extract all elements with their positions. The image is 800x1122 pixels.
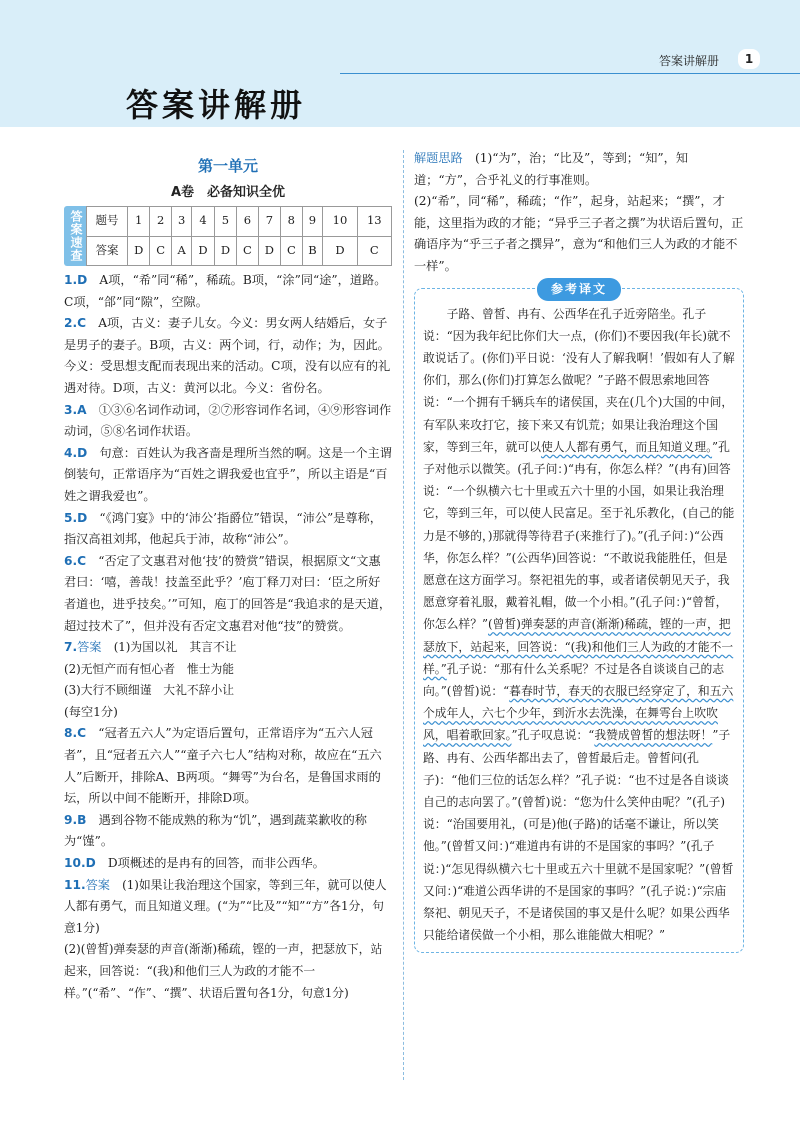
translation-segment: 子路、曾皙、冉有、公西华在孔子近旁陪坐。孔子说：“因为我年纪比你们大一点，(你们)不要因我(年长)就不敢说话了。(你们)平日说：‘没有人了解我啊！’假如有人了解你们，那么(你们)打算怎么做呢？”子路不假思索地回答说：“一个拥有千辆兵车的诸侯国，夹在(几个)大国的中间，有军队来攻打它，接下来又有饥荒；如果让我治理这个国家，等到三年，就可以	[423, 306, 735, 454]
item-text: (1)如果让我治理这个国家，等到三年，就可以使人人都有勇气，而且知道义理。(“为”“比及”“知”“方”各1分，句意1分)	[64, 877, 387, 935]
answer-item-6	[64, 551, 392, 637]
answer-item-1	[64, 270, 392, 313]
translation-underlined: 使人人都有勇气，而且知道义理。	[540, 439, 713, 454]
table-cell: C	[237, 236, 259, 266]
table-cell: C	[150, 236, 172, 266]
answer-item-11	[64, 875, 392, 1005]
answer-tag: 答案	[77, 640, 102, 655]
item-text: (2)(曾皙)弹奏瑟的声音(渐渐)稀疏，铿的一声，把瑟放下，站起来，回答说：“(我)和他们三人为政的才能不一样。”(“希”、“作”、“撰”、状语后置句各1分，句意1分)	[64, 942, 383, 1000]
item-text: “《鸿门宴》中的‘沛公’指爵位”错误，“沛公”是尊称，指汉高祖刘邦，他起兵于沛，故称“沛公”。	[64, 510, 382, 547]
translation-badge: 参考译文	[537, 278, 621, 302]
table-cell: 9	[302, 207, 323, 237]
table-row	[87, 207, 392, 237]
item-line: (每空1分)	[64, 704, 118, 719]
table-cell: 5	[214, 207, 236, 237]
answer-tag: 答案	[85, 877, 110, 892]
reference-translation-box	[414, 281, 744, 954]
item-text: 遇到谷物不能成熟的称为“饥”，遇到蔬菜歉收的称为“馑”。	[64, 812, 367, 849]
unit-title: 第一单元	[197, 157, 258, 175]
table-cell: D	[323, 236, 357, 266]
table-cell: C	[281, 236, 303, 266]
right-column	[414, 148, 744, 953]
solution-thinking	[414, 148, 744, 278]
answer-item-7	[64, 637, 392, 723]
item-number: 1.D	[64, 273, 88, 287]
item-line: (2)无恒产而有恒心者 惟士为能	[64, 661, 235, 676]
table-cell: C	[357, 236, 391, 266]
table-cell: 13	[357, 207, 391, 237]
translation-text	[423, 303, 735, 947]
translation-underlined: 暮春时节，春天的衣服已经穿定了，和五六个成年人，六七个少年，到沂水去洗澡，在舞雩台上吹吹风，唱着歌回家。	[423, 684, 734, 743]
item-text: D项概述的是冉有的回答，而非公西华。	[107, 856, 325, 871]
table-cell: D	[258, 236, 280, 266]
page-number: 1	[738, 49, 760, 69]
item-text: 句意：百姓认为我吝啬是理所当然的啊。这是一个主谓倒装句，正常语序为“百姓之谓我爱也宜乎”，所以主语是“百姓之谓我爱也”。	[64, 445, 392, 503]
table-cell: 2	[150, 207, 172, 237]
item-number: 11.	[64, 877, 86, 892]
answer-item-4	[64, 443, 392, 508]
answer-item-10	[64, 853, 392, 875]
thinking-tag: 解题思路	[414, 151, 463, 165]
item-number: 9.B	[64, 812, 87, 827]
answer-table	[86, 206, 392, 266]
thinking-text: (1)“为”，治；“比及”，等到；“知”，知道；“方”，合乎礼义的行事准则。	[414, 151, 689, 187]
item-number: 8.C	[64, 726, 87, 741]
quick-check-tag: 答案速查	[64, 206, 86, 266]
item-number: 10.D	[64, 856, 96, 871]
translation-underlined: (曾皙)弹奏瑟的声音(渐渐)稀疏，铿的一声，把瑟放下，站起来，回答说：“(我)和他们三人为政的才能不一样。”	[423, 617, 734, 676]
table-cell: 8	[281, 207, 303, 237]
answer-item-3	[64, 400, 392, 443]
table-cell: 3	[171, 207, 191, 237]
answer-item-2	[64, 313, 392, 399]
item-number: 5.D	[64, 510, 88, 525]
item-text: A项，古义：妻子儿女。今义：男女两人结婚后，女子是男子的妻子。B项，古义：两个词，行，动作；为，因此。今义：受思想支配而表现出来的活动。C项，没有以应有的礼遇对待。D项，古义：黄河以北。今义：省份名。	[64, 316, 391, 395]
item-line: (3)大行不顾细谨 大礼不辞小让	[64, 683, 235, 698]
page-title: 答案讲解册	[126, 86, 307, 124]
table-cell: 6	[237, 207, 259, 237]
row-label-answer: 答案	[87, 236, 128, 266]
item-number: 2.C	[64, 316, 87, 331]
table-cell: 10	[323, 207, 357, 237]
table-cell: A	[171, 236, 191, 266]
table-cell: 1	[128, 207, 150, 237]
translation-segment: ”子路、冉有、公西华都出去了，曾皙最后走。曾皙问(孔子)：“他们三位的话怎么样？”孔子说：“也不过是各自谈谈自己的志向罢了。”(曾皙)说：“您为什么笑仲由呢？”(孔子)说：“治国要用礼，(可是)他(子路)的话毫不谦让，所以笑他。”(曾皙又问：)“难道冉有讲的不是国家的事吗？”(孔子说：)“怎见得纵横六七十里或五六十里就不是国家呢？”(曾皙又问：)“难道公西华讲的不是国家的事吗？”(孔子说：)“宗庙祭祀、朝见天子，不是诸侯国的事又是什么呢？如果公西华只能给诸侯做一个小相，那么谁能做大相呢？”	[423, 728, 734, 943]
answer-item-9	[64, 810, 392, 853]
item-number: 6.C	[64, 553, 87, 568]
running-header: 答案讲解册	[659, 54, 720, 68]
column-divider	[403, 150, 404, 1080]
item-number: 4.D	[64, 445, 88, 460]
answer-item-8	[64, 723, 392, 809]
table-cell: D	[214, 236, 236, 266]
table-row	[87, 236, 392, 266]
header-rule	[340, 73, 800, 74]
thinking-text: (2)“希”，同“稀”，稀疏；“作”，起身，站起来；“撰”，才能，这里指为政的才能；“异乎三子者之撰”为状语后置句，正确语序为“乎三子者之撰异”，意为“和他们三人为政的才能不一样”。	[414, 194, 744, 273]
item-text: “否定了文惠君对他‘技’的赞赏”错误，根据原文“文惠君曰：‘嘻，善哉！技盖至此乎？’庖丁释刀对曰：‘臣之所好者道也，进乎技矣。’”可知，庖丁的回答是“我追求的是天道，超过技术了”，但并没有否定文惠君对他“技”的赞赏。	[64, 553, 392, 633]
row-label-number: 题号	[87, 207, 128, 237]
item-line: (1)为国以礼 其言不让	[113, 640, 237, 655]
translation-underlined: 我赞成曾皙的想法呀！	[594, 728, 713, 743]
table-cell: D	[128, 236, 150, 266]
item-number: 3.A	[64, 402, 87, 417]
table-cell: 7	[258, 207, 280, 237]
section-title: A卷 必备知识全优	[170, 185, 286, 200]
item-text: A项，“希”同“稀”，稀疏。B项，“涂”同“途”，道路。C项，“郃”同“隙”，空隙。	[64, 273, 387, 309]
translation-segment: ”孔子叹息说：“	[511, 728, 595, 743]
answer-quick-check	[64, 206, 392, 266]
translation-segment: 孔子说：“那有什么关系呢？不过是各自谈谈自己的志向。”(曾皙)说：“	[423, 661, 725, 699]
table-cell: 4	[192, 207, 214, 237]
table-cell: B	[302, 236, 323, 266]
table-cell: D	[192, 236, 214, 266]
left-column	[64, 148, 392, 1004]
item-text: ①③⑥名词作动词，②⑦形容词作名词，④⑨形容词作动词，⑤⑧名词作状语。	[64, 402, 392, 439]
answer-item-5	[64, 508, 392, 551]
item-text: “冠者五六人”为定语后置句，正常语序为“五六人冠者”，且“冠者五六人”“童子六七人”结构对称，故应在“五六人”后断开，排除A、B两项。“舞雩”为台名，是鲁国求雨的坛，所以中间不能断开，排除D项。	[64, 726, 382, 806]
translation-segment: ”孔子对他示以微笑。(孔子问：)“冉有，你怎么样？”(冉有)回答说：“一个纵横六七十里或五六十里的小国，如果让我治理它，等到三年，可以使人民富足。至于礼乐教化，(自己的能力是不够的，)那就得等待君子(来推行了)。”(孔子问：)“公西华，你怎么样？”(公西华)回答说：“不敢说我能胜任，但是愿意在这方面学习。祭祀祖先的事，或者诸侯朝见天子，我愿意穿着礼服，戴着礼帽，做一个小相。”(孔子问：)“曾皙，你怎么样？”	[423, 439, 735, 632]
item-number: 7.	[64, 640, 78, 655]
